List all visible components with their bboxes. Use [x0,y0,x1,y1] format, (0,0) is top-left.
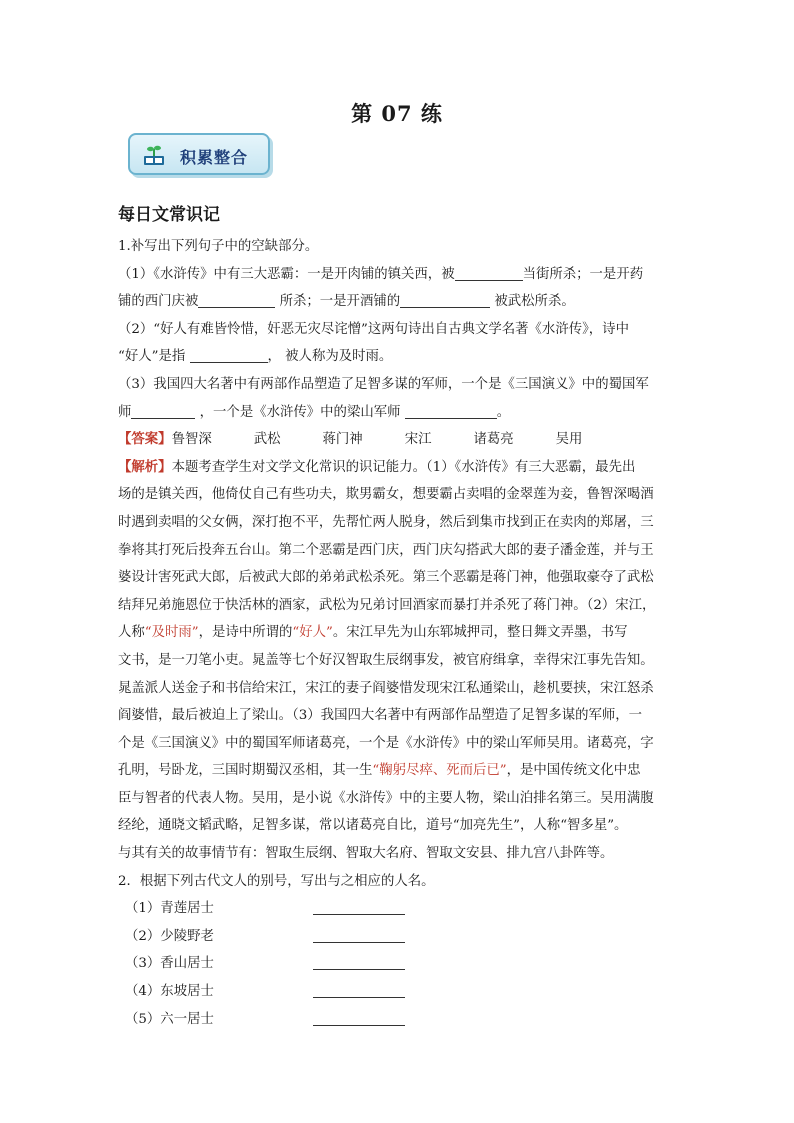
q2-item [118,978,680,1006]
analysis-line: 晁盖派人送金子和书信给宋江，宋江的妻子阎婆惜发现宋江私通梁山，趁机要挟，宋江怒杀 [118,680,654,696]
answer-item: 蒋门神 [322,432,363,448]
q2-item [118,950,680,978]
highlight-text: “好人” [292,625,333,641]
analysis-line: 场的是镇关西，他倚仗自己有些功夫，欺男霸女，想要霸占卖唱的金翠莲为妾，鲁智深喝酒 [118,487,654,503]
fill-blank[interactable] [313,898,405,915]
section-heading: 每日文常识记 [118,205,220,225]
fill-blank[interactable] [405,402,497,419]
q2-item-label: （3）香山居士 [125,956,214,972]
fill-blank[interactable] [400,291,490,308]
fill-blank[interactable] [198,291,275,308]
q2-item-label: （2）少陵野老 [125,928,214,944]
q2-item [118,923,680,951]
fill-blank[interactable] [455,264,523,281]
answer-item: 宋江 [404,432,432,448]
badge-label: 积累整合 [180,148,249,167]
q1-part1-line1: （1）《水浒传》中有三大恶霸：一是开肉铺的镇关西，被 当街所杀；一是开药 [118,261,680,289]
q2-item [118,1006,680,1034]
q1-part1-line2: 铺的西门庆被 所杀；一是开酒铺的 被武松所杀。 [118,288,680,316]
answer-line [118,426,680,454]
q1-stem: 1.补写出下列句子中的空缺部分。 [118,239,319,254]
analysis-line: 时遇到卖唱的父女俩，深打抱不平，先帮忙两人脱身，然后到集市找到正在卖肉的郑屠，三 [118,514,654,530]
analysis-line: 结拜兄弟施恩位于快活林的酒家，武松为兄弟讨回酒家而暴打并杀死了蒋门神。（2）宋江， [118,597,656,613]
highlight-text: “及时雨” [144,625,199,641]
analysis-line: 【解析】本题考查学生对文学文化常识的识记能力。（1）《水浒传》有三大恶霸，最先出 [118,458,636,475]
answer-tag: 【答案】 [118,431,172,448]
exercise-content [118,233,680,1033]
section-badge [128,133,270,175]
fill-blank[interactable] [313,981,405,998]
highlight-text: “鞠躬尽瘁、死而后已” [372,763,507,779]
q2-stem: 2．根据下列古代文人的别号，写出与之相应的人名。 [118,873,435,889]
q2-item-label: （4）东坡居士 [125,984,214,1000]
analysis-line: 婆设计害死武大郎，后被武大郎的弟弟武松杀死。第三个恶霸是蒋门神，他强取豪夺了武松 [118,570,654,586]
q1-part2-line1: （2）“好人有难皆怜惜，奸恶无灾尽诧憎”这两句诗出自古典文学名著《水浒传》，诗中 [118,321,629,337]
fill-blank[interactable] [313,953,405,970]
q1-part3-line1: （3）我国四大名著中有两部作品塑造了足智多谋的军师，一个是《三国演义》中的蜀国军 [118,376,649,392]
fill-blank[interactable] [313,926,405,943]
page-title: 第 07 练 [351,101,443,126]
q2-item-label: （5）六一居士 [125,1011,214,1027]
analysis-line: 人称“及时雨”，是诗中所谓的“好人”。宋江早先为山东郓城押司，整日舞文弄墨，书写 [118,625,628,641]
q2-item-label: （1）青莲居士 [125,901,214,917]
q2-item [118,895,680,923]
q1-part2-line2: “好人”是指 ， 被人称为及时雨。 [118,343,680,371]
answer-item: 吴用 [555,432,583,448]
analysis-line: 孔明，号卧龙，三国时期蜀汉丞相，其一生“鞠躬尽瘁、死而后已”，是中国传统文化中忠 [118,763,641,779]
analysis-line: 阎婆惜，最后被迫上了梁山。（3）我国四大名著中有两部作品塑造了足智多谋的军师，一 [118,708,643,724]
analysis-line: 臣与智者的代表人物。吴用，是小说《水浒传》中的主要人物，梁山泊排名第三。吴用满腹 [118,790,654,806]
analysis-line: 经纶，通晓文韬武略，足智多谋，常以诸葛亮自比，道号“加亮先生”，人称“智多星”。 [118,818,628,834]
answer-item: 诸葛亮 [473,432,514,448]
fill-blank[interactable] [313,1009,405,1026]
analysis-line: 拳将其打死后投奔五台山。第二个恶霸是西门庆，西门庆勾搭武大郎的妻子潘金莲，并与王 [118,542,654,558]
answer-item: 鲁智深 [171,432,212,448]
fill-blank[interactable] [131,402,195,419]
q1-part3-line2: 师 ，一个是《水浒传》中的梁山军师 。 [118,399,680,427]
analysis-line: 个是《三国演义》中的蜀国军师诸葛亮，一个是《水浒传》中的梁山军师吴用。诸葛亮，字 [118,735,654,751]
analysis-line: 与其有关的故事情节有：智取生辰纲、智取大名府、智取文安县、排九宫八卦阵等。 [118,846,614,862]
analysis-line: 文书，是一刀笔小吏。晁盖等七个好汉智取生辰纲事发，被官府缉拿，幸得宋江事先告知。 [118,652,654,668]
analysis-tag: 【解析】 [118,458,172,475]
answer-item: 武松 [253,432,281,448]
book-plant-icon [142,143,166,167]
fill-blank[interactable] [190,346,268,363]
